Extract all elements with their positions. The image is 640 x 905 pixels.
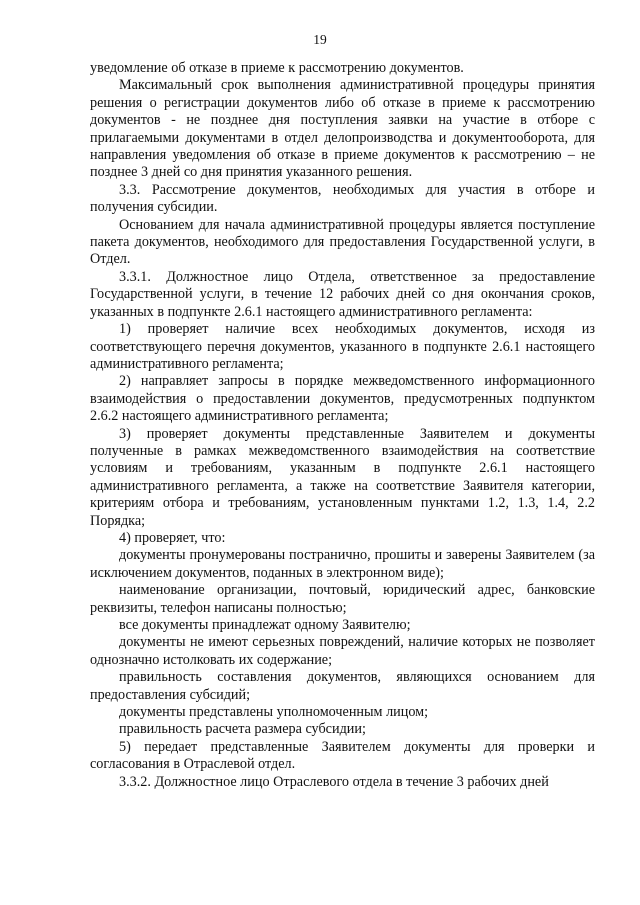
sub-list-item: правильность расчета размера субсидии;	[119, 721, 366, 738]
sub-list-item: документы пронумерованы постранично, прошиты и заверены Заявителем (за исключением документов, поданных в электронном виде);	[90, 547, 595, 581]
subsection-heading: 3.3.1. Должностное лицо Отдела, ответственное за предоставление Государственной услуги, в течение 12 рабочих дней со дня окончания сроков, указанных в подпункте 2.6.1 настоящего административного регламента:	[90, 268, 595, 320]
sub-list-item: правильность составления документов, являющихся основанием для предоставления субсидий;	[90, 669, 595, 703]
list-item: 1) проверяет наличие всех необходимых документов, исходя из соответствующего перечня документов, указанного в подпункте 2.6.1 настоящего административного регламента;	[90, 321, 595, 372]
paragraph: уведомление об отказе в приеме к рассмотрению документов.	[90, 60, 464, 76]
sub-list-item: все документы принадлежат одному Заявителю;	[119, 617, 411, 633]
list-item: 4) проверяет, что:	[119, 529, 226, 546]
paragraph: Максимальный срок выполнения административной процедуры принятия решения о регистрации документов либо об отказе в приеме к рассмотрению документов - не позднее дня поступления заявки на участие в отборе с прилагаемыми документами в отдел делопроизводства и документооборота, для направления уведомления об отказе в приеме документов к рассмотрению – не позднее 3 дней со дня принятия указанного решения.	[90, 77, 595, 181]
list-item: 2) направляет запросы в порядке межведомственного информационного взаимодействия о предоставлении документов, предусмотренных подпунктом 2.6.2 настоящего административного регламента;	[90, 373, 595, 425]
page-number: 19	[313, 32, 327, 47]
list-item: 3) проверяет документы представленные Заявителем и документы полученные в рамках межведомственного взаимодействия на соответствие условиям и требованиям, указанным в подпункте 2.6.1 настоящего административного регламента, а также на соответствие Заявителя категории, критериям отбора и требованиям, установленным пунктами 1.2, 1.3, 1.4, 2.2 Порядка;	[90, 425, 595, 529]
sub-list-item: документы не имеют серьезных повреждений, наличие которых не позволяет однозначно истолковать их содержание;	[90, 634, 595, 668]
list-item: 5) передает представленные Заявителем документы для проверки и согласования в Отраслевой отдел.	[90, 738, 595, 773]
document-body	[90, 60, 595, 791]
section-heading: 3.3. Рассмотрение документов, необходимых для участия в отборе и получения субсидии.	[90, 181, 595, 216]
sub-list-item: документы представлены уполномоченным лицом;	[119, 704, 429, 721]
sub-list-item: наименование организации, почтовый, юридический адрес, банковские реквизиты, телефон написаны полностью;	[90, 582, 595, 616]
paragraph: Основанием для начала административной процедуры является поступление пакета документов, необходимого для предоставления Государственной услуги, в Отдел.	[90, 216, 595, 268]
subsection-heading: 3.3.2. Должностное лицо Отраслевого отдела в течение 3 рабочих дней	[119, 773, 549, 790]
